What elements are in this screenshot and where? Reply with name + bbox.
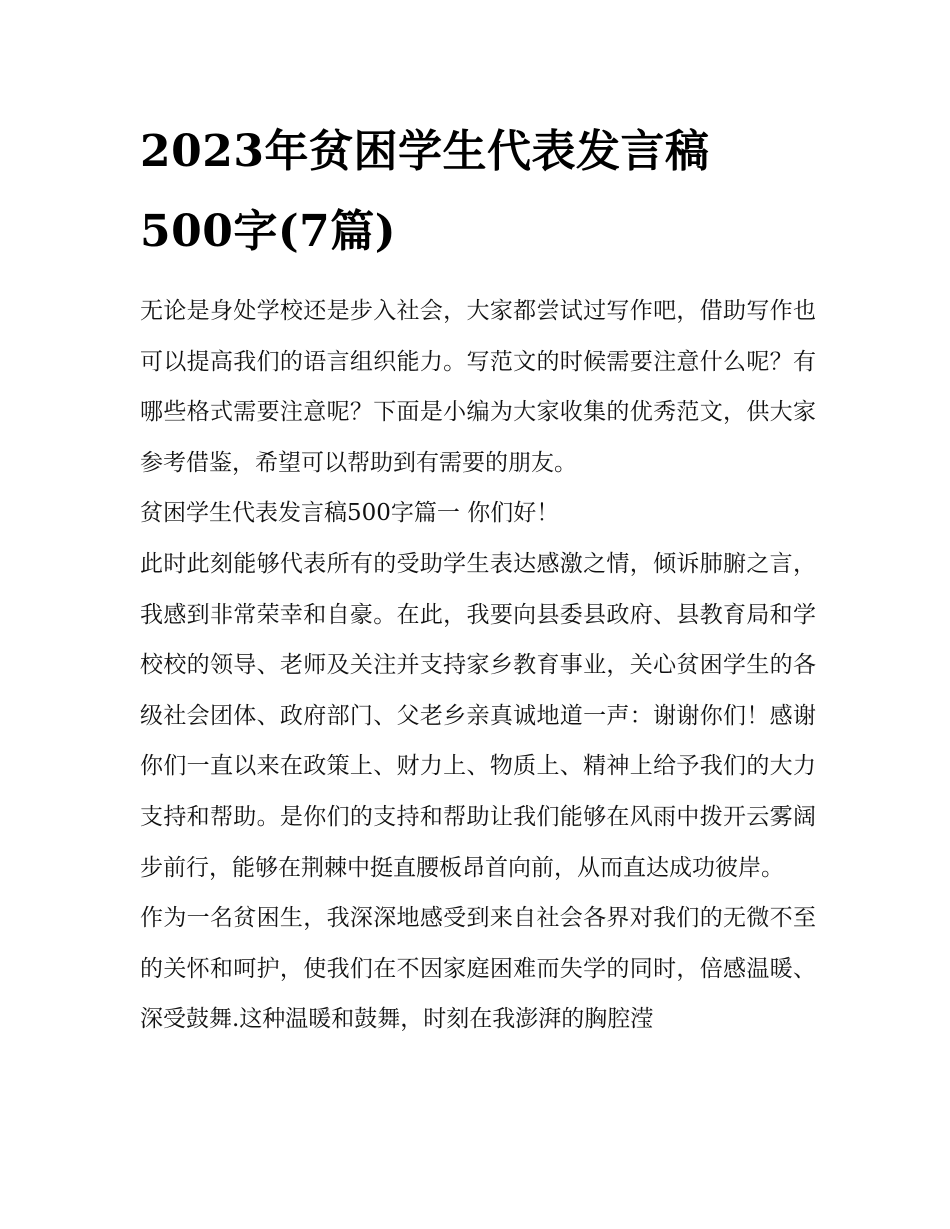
document-title [140, 112, 816, 272]
document-content [140, 112, 816, 1045]
section-heading-paragraph: 贫困学生代表发言稿500字篇一 你们好！ [140, 500, 560, 527]
intro-paragraph: 无论是身处学校还是步入社会，大家都尝试过写作吧，借助写作也可以提高我们的语言组织能力。写范文的时候需要注意什么呢？有哪些格式需要注意呢？下面是小编为大家收集的优秀范文，供大家参考借鉴，希望可以帮助到有需要的朋友。 [140, 298, 816, 476]
title-line-1: 2023年贫困学生代表发言稿 [140, 126, 710, 177]
title-line-2: 500字(7篇) [140, 206, 397, 257]
experience-paragraph: 作为一名贫困生，我深深地感受到来自社会各界对我们的无微不至的关怀和呵护，使我们在不因家庭困难而失学的同时，倍感温暖、深受鼓舞.这种温暖和鼓舞，时刻在我澎湃的胸腔滢 [140, 905, 816, 1033]
gratitude-paragraph: 此时此刻能够代表所有的受助学生表达感激之情，倾诉肺腑之言，我感到非常荣幸和自豪。在此，我要向县委县政府、县教育局和学校校的领导、老师及关注并支持家乡教育事业，关心贫困学生的各级社会团体、政府部门、父老乡亲真诚地道一声：谢谢你们！感谢你们一直以来在政策上、财力上、物质上、精神上给予我们的大力支持和帮助。是你们的支持和帮助让我们能够在风雨中拨开云雾阔步前行，能够在荆棘中挺直腰板昂首向前，从而直达成功彼岸。 [140, 550, 816, 881]
document-body [140, 286, 816, 1045]
